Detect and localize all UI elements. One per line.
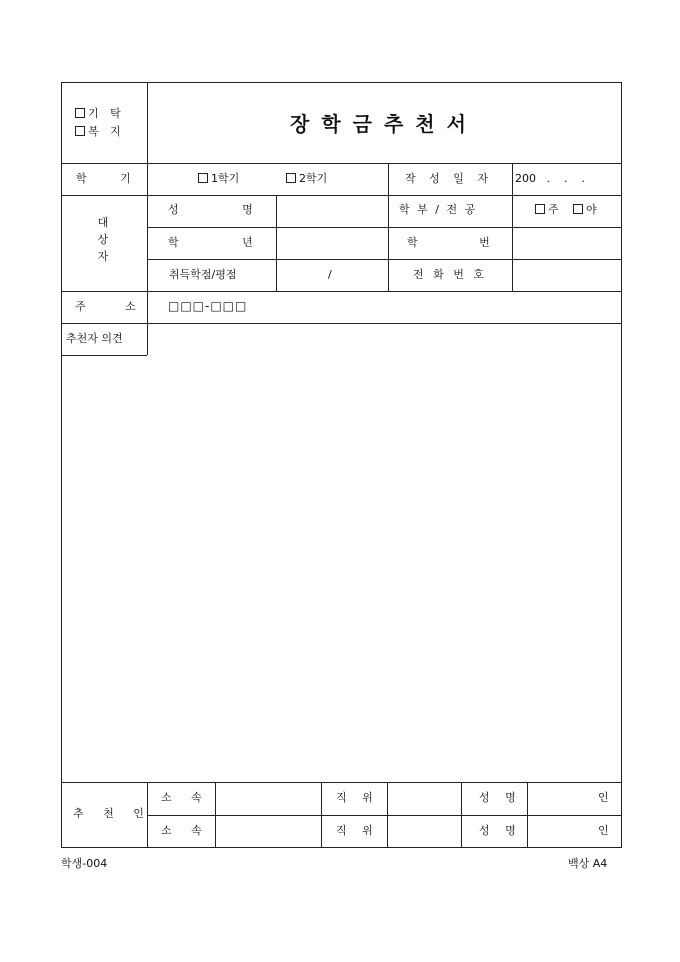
date-field[interactable]: 200 . . . [515, 172, 585, 185]
divider [61, 323, 622, 324]
divider [276, 195, 277, 291]
checkbox-semester-2[interactable]: 2학기 [286, 172, 327, 186]
checkbox-day[interactable]: 주 [535, 203, 559, 217]
divider [527, 782, 528, 848]
year-label: 학 년 [168, 236, 253, 249]
affiliation-label: 소 속 [161, 824, 202, 837]
position-label: 직 위 [336, 824, 373, 837]
checkbox-icon [198, 173, 208, 183]
opinion-label: 추천자 의견 [66, 332, 123, 345]
divider [387, 782, 388, 848]
dept-label: 학 부 / 전 공 [399, 203, 478, 216]
checkbox-icon [286, 173, 296, 183]
recommender-name-label: 성 명 [479, 791, 516, 804]
divider [388, 163, 389, 291]
divider [61, 163, 622, 164]
date-label: 작 성 일 자 [405, 172, 491, 185]
seal-mark: 인 [598, 791, 609, 804]
divider [461, 782, 462, 848]
paper-spec: 백상 A4 [568, 857, 608, 870]
seal-mark: 인 [598, 824, 609, 837]
credits-label: 취득학점/평점 [169, 268, 237, 281]
divider [147, 227, 622, 228]
credits-separator: / [328, 268, 332, 281]
recommender-name-label: 성 명 [479, 824, 516, 837]
affiliation-label: 소 속 [161, 791, 202, 804]
checkbox-icon [573, 204, 583, 214]
phone-label: 전 화 번 호 [413, 268, 487, 281]
divider [147, 259, 622, 260]
name-label: 성 명 [168, 203, 253, 216]
page-title: 장학금추천서 [290, 112, 478, 136]
checkbox-donation[interactable]: 기 탁 [75, 107, 125, 121]
checkbox-welfare[interactable]: 복 지 [75, 125, 125, 139]
checkbox-semester-1[interactable]: 1학기 [198, 172, 239, 186]
checkbox-icon [535, 204, 545, 214]
divider [61, 291, 622, 292]
student-no-label: 학 번 [407, 236, 490, 249]
divider [321, 782, 322, 848]
checkbox-icon [75, 108, 85, 118]
semester-label: 학 기 [76, 172, 135, 185]
divider [61, 782, 622, 783]
position-label: 직 위 [336, 791, 373, 804]
divider [61, 195, 622, 196]
checkbox-icon [75, 126, 85, 136]
checkbox-night[interactable]: 야 [573, 203, 597, 217]
opinion-textarea[interactable] [62, 356, 620, 781]
divider [512, 163, 513, 291]
postal-code-field[interactable]: □□□-□□□ [168, 299, 248, 313]
target-section-label: 대 상 자 [97, 216, 109, 263]
address-label: 주 소 [75, 300, 136, 313]
divider [215, 782, 216, 848]
form-code: 학생-004 [61, 857, 108, 870]
divider [147, 815, 622, 816]
recommender-label: 추 천 인 [73, 807, 152, 820]
